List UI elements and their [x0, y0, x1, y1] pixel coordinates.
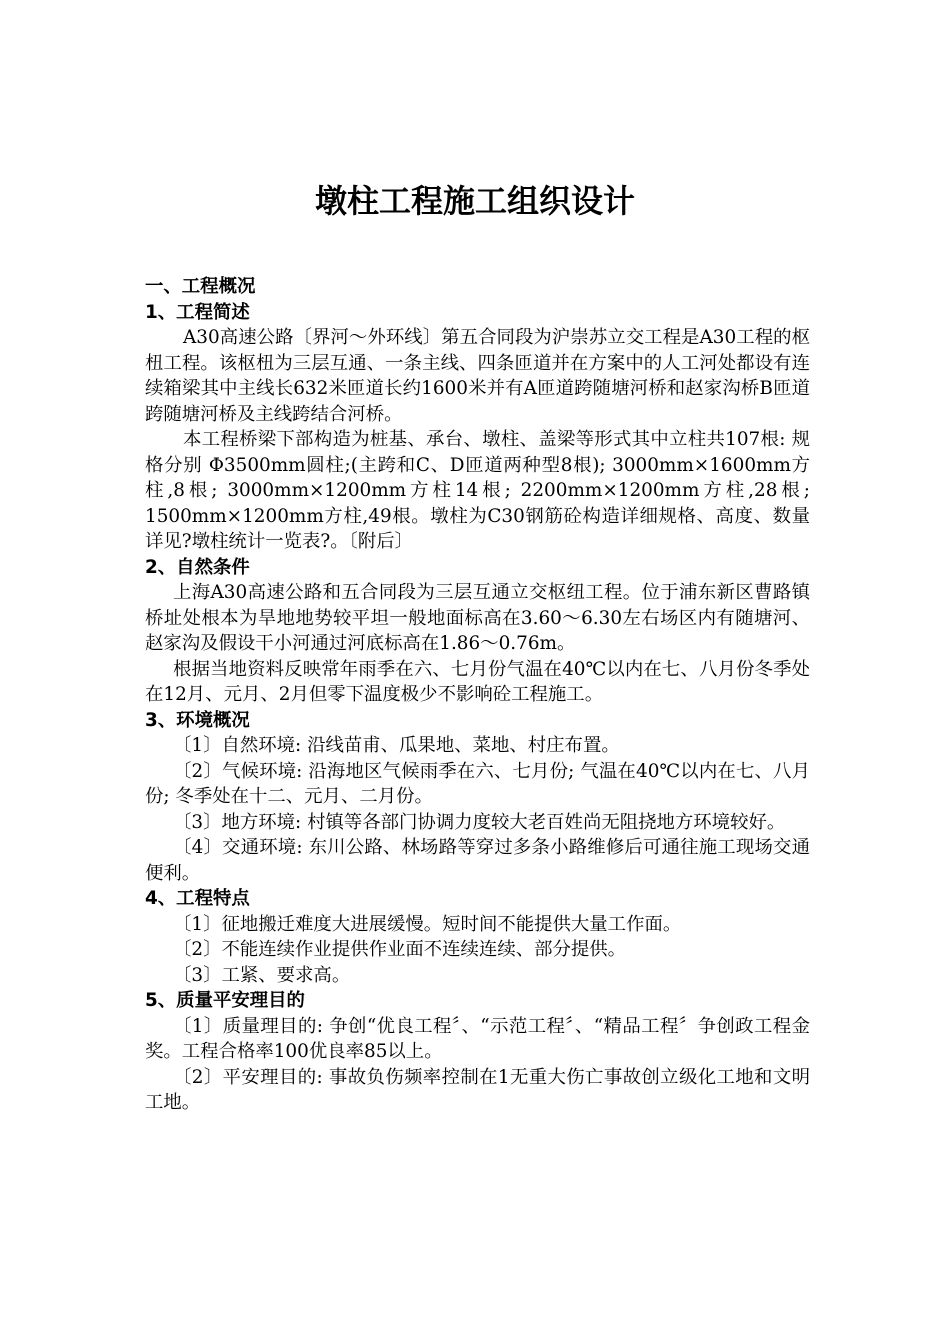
- list-item: 〔2〕平安理目的: 事故负伤频率控制在1无重大伤亡事故创立级化工地和文明工地。: [145, 1066, 810, 1113]
- section-heading: 3、环境概况: [145, 709, 250, 731]
- section-heading: 4、工程特点: [145, 888, 250, 909]
- section-heading: 2、自然条件: [145, 556, 250, 578]
- list-item: 〔1〕自然环境: 沿线苗甫、瓜果地、菜地、村庄布置。: [173, 735, 620, 756]
- paragraph: 根据当地资料反映常年雨季在六、七月份气温在40℃以内在七、八月份冬季处在12月、元月、2月但零下温度极少不影响砼工程施工。: [145, 658, 810, 705]
- section-heading: 5、质量平安理目的: [145, 990, 305, 1011]
- list-item: 〔1〕质量理目的: 争创“优良工程〞、“示范工程〞、“精品工程〞争创政工程金奖。工程合格率100优良率85以上。: [145, 1015, 810, 1062]
- list-item: 〔1〕征地搬迁难度大进展缓慢。短时间不能提供大量工作面。: [173, 913, 682, 935]
- list-item: 〔4〕交通环境: 东川公路、林场路等穿过多条小路维修后可通往施工现场交通便利。: [145, 837, 810, 884]
- section-heading: 一、工程概况: [145, 276, 256, 297]
- list-item: 〔3〕地方环境: 村镇等各部门协调力度较大老百姓尚无阻挠地方环境较好。: [173, 811, 786, 833]
- paragraph: 本工程桥梁下部构造为桩基、承台、墩柱、盖梁等形式其中立柱共107根: 规格分别 Φ3500mm圆柱;(主跨和C、D匝道两种型8根); 3000mm×1600mm方柱,8根; 3000mm×1200mm方柱14根; 2200mm×1200mm方柱,28根; 1500mm×1200mm方柱,49根。墩柱为C30钢筋砼构造详细规格、高度、数量详见?墩柱统计一览表?。〔附后〕: [145, 429, 810, 552]
- document-title: 墩柱工程施工组织设计: [314, 182, 635, 220]
- document-body: [145, 274, 810, 1116]
- list-item: 〔2〕气候环境: 沿海地区气候雨季在六、七月份; 气温在40℃以内在七、八月份; 冬季处在十二、元月、二月份。: [145, 760, 810, 807]
- list-item: 〔3〕工紧、要求高。: [173, 964, 351, 986]
- paragraph: 上海A30高速公路和五合同段为三层互通立交枢纽工程。位于浦东新区曹路镇桥址处根本为旱地地势较平坦一般地面标高在3.60～6.30左右场区内有随塘河、赵家沟及假设干小河通过河底标高在1.86～0.76m。: [145, 582, 810, 654]
- list-item: 〔2〕不能连续作业提供作业面不连续连续、部分提供。: [173, 939, 627, 960]
- section-heading: 1、工程简述: [145, 301, 250, 323]
- paragraph: A30高速公路〔界河～外环线〕第五合同段为沪崇苏立交工程是A30工程的枢杻工程。该枢杻为三层互通、一条主线、四条匝道并在方案中的人工河处都设有连续箱梁其中主线长632米匝道长约1600米并有A匝道跨随塘河桥和赵家沟桥B匝道跨随塘河桥及主线跨结合河桥。: [145, 327, 810, 425]
